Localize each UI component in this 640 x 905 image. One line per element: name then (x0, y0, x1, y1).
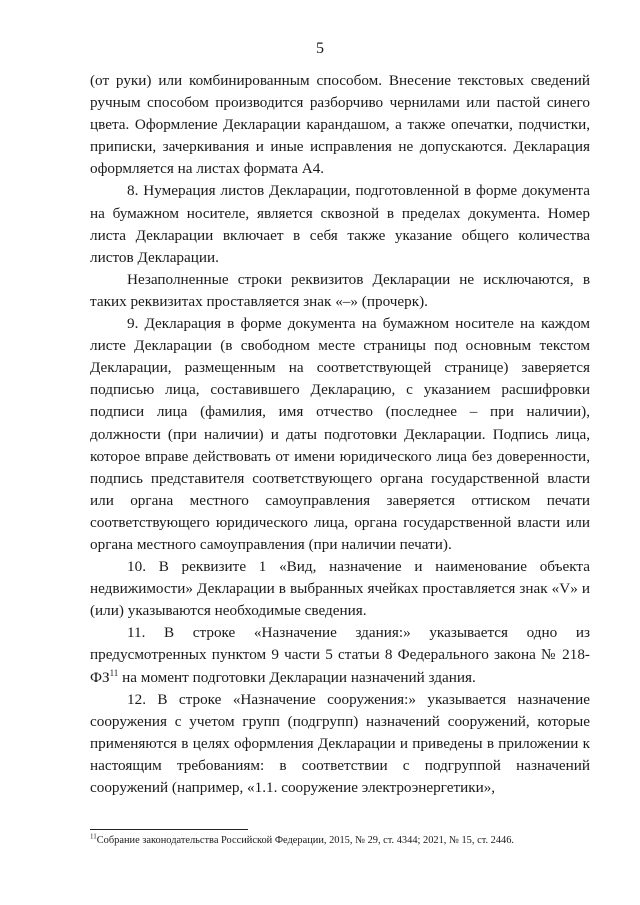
footnote-reference: 11 (109, 667, 119, 678)
paragraph-11-text-after: на момент подготовки Декларации назначений здания. (118, 668, 476, 686)
footnote (90, 834, 590, 847)
paragraph-9: 9. Декларация в форме документа на бумажном носителе на каждом листе Декларации (в свободном месте страницы под основным текстом Декларации, размещенным на соответствующей странице) заверяется подписью лица, составившего Декларацию, с указанием расшифровки подписи лица (фамилия, имя отчество (последнее – при наличии), должности (при наличии) и даты подготовки Декларации. Подпись лица, которое вправе действовать от имени юридического лица без доверенности, подпись представителя соответствующего органа государственной власти или органа местного самоуправления заверяется оттиском печати соответствующего юридического лица, органа государственной власти или органа местного самоуправления (при наличии печати). (90, 315, 590, 553)
paragraph-empty-rows: Незаполненные строки реквизитов Декларации не исключаются, в таких реквизитах проставляется знак «–» (прочерк). (90, 270, 590, 310)
footnote-text: Собрание законодательства Российской Федерации, 2015, № 29, ст. 4344; 2021, № 15, ст. 2446. (96, 835, 515, 846)
paragraph-10: 10. В реквизите 1 «Вид, назначение и наименование объекта недвижимости» Декларации в выбранных ячейках проставляется знак «V» и (или) указываются необходимые сведения. (90, 558, 590, 620)
paragraph-8: 8. Нумерация листов Декларации, подготовленной в форме документа на бумажном носителе, является сквозной в пределах документа. Номер листа Декларации включает в себя также указание общего количества листов Декларации. (90, 182, 590, 266)
page-number: 5 (316, 40, 324, 57)
paragraph-continuation: (от руки) или комбинированным способом. Внесение текстовых сведений ручным способом производится разборчиво чернилами или пастой синего цвета. Оформление Декларации карандашом, а также опечатки, подчистки, приписки, зачеркивания и иные исправления не допускаются. Декларация оформляется на листах формата А4. (90, 72, 590, 178)
paragraph-11-text-before: 11. В строке «Назначение здания:» указывается одно из предусмотренных пунктом 9 части 5 статьи 8 Федерального закона № 218-ФЗ (90, 624, 590, 686)
footnote-divider (90, 829, 248, 830)
footnote-marker: 11 (90, 832, 97, 841)
paragraph-11 (90, 622, 590, 688)
body-text (90, 70, 590, 799)
paragraph-12: 12. В строке «Назначение сооружения:» указывается назначение сооружения с учетом групп (подгрупп) назначений сооружений, которые применяются в целях оформления Декларации и приведены в приложении к настоящим требованиям: в соответствии с подгруппой назначений сооружений (например, «1.1. сооружение электроэнергетики», (90, 690, 590, 796)
